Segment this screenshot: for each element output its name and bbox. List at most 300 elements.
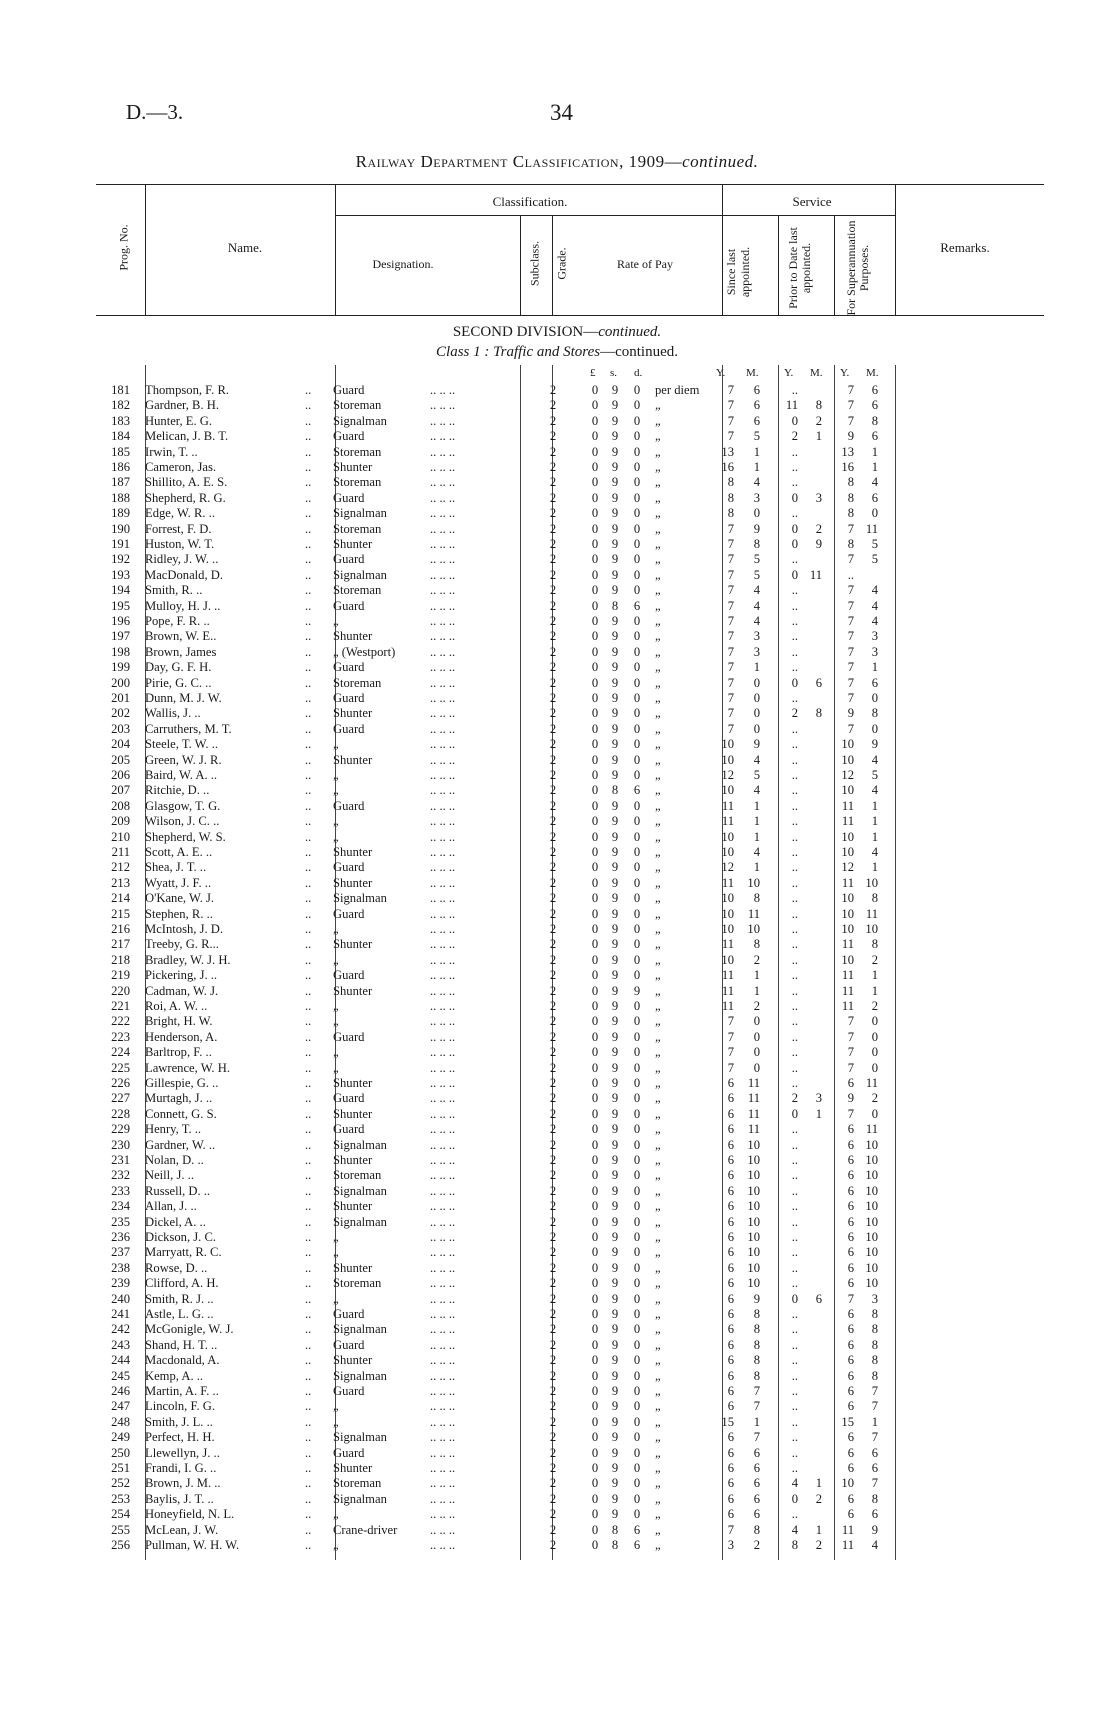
prog-no: 182 [111, 398, 130, 413]
leader-dots: .. .. .. [430, 1183, 456, 1198]
employee-name: Kemp, A. .. [145, 1368, 204, 1383]
pay-pounds: 0 [591, 1091, 599, 1106]
prior-years: .. [791, 1322, 798, 1337]
pay-pence: 0 [633, 1491, 641, 1506]
since-last-months: 9 [753, 521, 760, 536]
grade: 2 [549, 490, 557, 505]
employee-name: Mulloy, H. J. .. [145, 598, 221, 613]
leader-dots: .. [305, 537, 312, 551]
since-last-years: 7 [727, 1522, 734, 1537]
prior-years: .. [791, 583, 798, 598]
superannuation-months: 10 [865, 1153, 878, 1167]
since-last-years: 7 [727, 598, 734, 613]
leader-dots: .. .. .. [430, 1045, 456, 1060]
pay-pounds: 0 [591, 1322, 599, 1337]
grade: 2 [549, 1245, 557, 1260]
grade: 2 [549, 721, 557, 736]
superannuation-months: 8 [871, 413, 878, 428]
pay-shillings: 9 [611, 1491, 619, 1506]
prog-no: 253 [111, 1491, 130, 1506]
pay-pence: 0 [633, 1430, 641, 1445]
grade: 2 [549, 460, 557, 474]
designation: „ [333, 1060, 339, 1075]
prog-no: 196 [111, 614, 130, 628]
table-row [0, 984, 1114, 999]
superannuation-months: 3 [871, 629, 878, 644]
pay-shillings: 9 [611, 675, 619, 690]
grade: 2 [549, 1214, 557, 1229]
designation: Storeman [333, 1476, 382, 1491]
since-last-years: 7 [727, 398, 734, 413]
prog-no: 184 [111, 429, 130, 444]
grade: 2 [549, 598, 557, 613]
designation: Storeman [333, 398, 382, 413]
leader-dots: .. .. .. [430, 1399, 456, 1414]
prog-no: 240 [111, 1291, 130, 1306]
leader-dots: .. [305, 1522, 312, 1537]
pay-period: „ [655, 737, 661, 752]
leader-dots: .. [305, 1260, 312, 1275]
prior-years: .. [791, 1199, 798, 1214]
designation: Signalman [333, 1368, 387, 1383]
superannuation-years: 6 [847, 1445, 854, 1460]
superannuation-months: 6 [871, 1507, 878, 1522]
prior-years: .. [791, 691, 798, 705]
pay-shillings: 9 [611, 552, 619, 567]
pay-pounds: 0 [591, 537, 599, 551]
table-row [0, 768, 1114, 783]
leader-dots: .. [305, 1029, 312, 1044]
pay-pence: 0 [633, 506, 641, 521]
designation: „ [333, 768, 339, 782]
since-last-years: 6 [727, 1399, 734, 1414]
superannuation-months: 11 [865, 906, 878, 921]
table-row [0, 1184, 1114, 1199]
leader-dots: .. .. .. [430, 398, 456, 413]
pay-pence: 0 [633, 1445, 641, 1460]
leader-dots: .. [305, 783, 312, 798]
superannuation-years: 6 [847, 1384, 854, 1398]
leader-dots: .. .. .. [430, 691, 456, 705]
pay-pounds: 0 [591, 1076, 599, 1090]
superannuation-years: 10 [841, 829, 854, 844]
designation: Guard [333, 721, 365, 736]
designation: Guard [333, 1307, 365, 1321]
pay-pence: 0 [633, 1337, 641, 1352]
leader-dots: .. .. .. [430, 413, 456, 428]
since-last-years: 6 [727, 1337, 734, 1352]
prog-no: 187 [111, 475, 130, 490]
leader-dots: .. [305, 1399, 312, 1414]
pay-shillings: 9 [611, 1291, 619, 1306]
table-row [0, 506, 1114, 521]
designation: Guard [333, 598, 365, 613]
pay-shillings: 9 [611, 614, 619, 628]
pay-pence: 0 [633, 1507, 641, 1522]
pay-shillings: 9 [611, 444, 619, 459]
since-last-months: 0 [753, 506, 760, 521]
since-last-years: 6 [727, 1168, 734, 1183]
leader-dots: .. [305, 798, 312, 813]
leader-dots: .. [305, 1476, 312, 1491]
grade: 2 [549, 1445, 557, 1460]
pay-pence: 0 [633, 721, 641, 736]
employee-name: Scott, A. E. .. [145, 845, 213, 859]
superannuation-months: 10 [865, 1245, 878, 1260]
since-last-months: 9 [753, 1291, 760, 1306]
class-prefix: Class 1 : [436, 344, 494, 360]
leader-dots: .. [305, 413, 312, 428]
pay-pence: 0 [633, 1353, 641, 1368]
since-last-years: 12 [721, 860, 734, 875]
leader-dots: .. [305, 721, 312, 736]
table-row [0, 1384, 1114, 1399]
leader-dots: .. .. .. [430, 1522, 456, 1537]
since-last-years: 10 [721, 952, 734, 967]
pay-pence: 0 [633, 567, 641, 582]
pay-shillings: 9 [611, 1076, 619, 1090]
pay-pence: 6 [633, 1538, 641, 1552]
table-row [0, 706, 1114, 721]
prior-years: 0 [791, 413, 798, 428]
table-row [0, 1322, 1114, 1337]
superannuation-months: 9 [871, 1522, 878, 1537]
pay-period: „ [655, 1168, 661, 1183]
prog-no: 193 [111, 567, 130, 582]
table-row [0, 1138, 1114, 1153]
prior-years: 0 [791, 675, 798, 690]
designation: Shunter [333, 706, 373, 721]
superannuation-months: 0 [871, 691, 878, 705]
since-last-years: 7 [727, 537, 734, 551]
document-reference: D.—3. [126, 100, 184, 124]
since-last-months: 1 [753, 444, 760, 459]
pay-period: „ [655, 1153, 661, 1167]
leader-dots: .. .. .. [430, 583, 456, 598]
pay-pounds: 0 [591, 521, 599, 536]
employee-name: Russell, D. .. [145, 1183, 211, 1198]
since-last-months: 6 [753, 1445, 760, 1460]
since-last-years: 11 [721, 999, 734, 1013]
grade: 2 [549, 1368, 557, 1383]
employee-name: McGonigle, W. J. [145, 1322, 234, 1337]
prior-years: .. [791, 614, 798, 628]
since-last-months: 0 [753, 691, 760, 705]
pay-pounds: 0 [591, 814, 599, 829]
pay-period: „ [655, 1091, 661, 1106]
table-row [0, 907, 1114, 922]
pay-period: „ [655, 1307, 661, 1321]
leader-dots: .. .. .. [430, 875, 456, 890]
superannuation-months: 8 [871, 1307, 878, 1321]
pay-pence: 0 [633, 614, 641, 628]
superannuation-years: 7 [847, 1045, 854, 1060]
leader-dots: .. [305, 1491, 312, 1506]
leader-dots: .. .. .. [430, 383, 456, 397]
pay-shillings: 9 [611, 1153, 619, 1167]
leader-dots: .. .. .. [430, 1353, 456, 1368]
pay-period: „ [655, 1260, 661, 1275]
prior-years: .. [791, 460, 798, 474]
leader-dots: .. [305, 1337, 312, 1352]
superannuation-months: 10 [865, 1199, 878, 1214]
pay-pence: 0 [633, 383, 641, 397]
employee-name: Lawrence, W. H. [145, 1060, 230, 1075]
prog-no: 252 [111, 1476, 130, 1491]
prior-years: .. [791, 1399, 798, 1414]
superannuation-months: 6 [871, 490, 878, 505]
designation: Shunter [333, 937, 373, 952]
superannuation-years: 6 [847, 1507, 854, 1522]
table-row [0, 937, 1114, 952]
pay-shillings: 9 [611, 721, 619, 736]
leader-dots: .. .. .. [430, 983, 456, 998]
table-row [0, 1261, 1114, 1276]
employee-name: Macdonald, A. [145, 1353, 220, 1368]
pay-period: „ [655, 829, 661, 844]
prog-no: 211 [111, 845, 130, 859]
header-prog-no: Prog. No. [116, 224, 131, 271]
designation: Signalman [333, 413, 387, 428]
prog-no: 189 [111, 506, 130, 521]
pay-shillings: 9 [611, 1060, 619, 1075]
grade: 2 [549, 768, 557, 782]
pay-pence: 0 [633, 814, 641, 829]
employee-name: Melican, J. B. T. [145, 429, 229, 444]
table-row [0, 1415, 1114, 1430]
superannuation-months: 10 [865, 922, 878, 936]
designation: „ [333, 1399, 339, 1414]
leader-dots: .. [305, 1276, 312, 1291]
leader-dots: .. [305, 429, 312, 444]
pay-shillings: 9 [611, 1368, 619, 1383]
unit-months: M. [746, 367, 759, 379]
pay-shillings: 9 [611, 968, 619, 983]
since-last-months: 4 [753, 583, 760, 598]
superannuation-years: 7 [847, 721, 854, 736]
pay-pence: 0 [633, 1091, 641, 1106]
since-last-months: 10 [747, 1245, 760, 1260]
pay-period: „ [655, 1199, 661, 1214]
pay-pence: 0 [633, 845, 641, 859]
since-last-months: 11 [747, 1106, 760, 1121]
pay-pence: 0 [633, 1384, 641, 1398]
pay-pence: 0 [633, 1399, 641, 1414]
designation: „ (Westport) [333, 644, 396, 659]
since-last-years: 6 [727, 1106, 734, 1121]
pay-pounds: 0 [591, 1368, 599, 1383]
employee-name: Dickson, J. C. [145, 1230, 217, 1244]
pay-pence: 0 [633, 706, 641, 721]
header-col-divider [834, 215, 835, 315]
grade: 2 [549, 1307, 557, 1321]
since-last-years: 16 [721, 460, 734, 474]
table-row [0, 1276, 1114, 1291]
leader-dots: .. .. .. [430, 891, 456, 906]
employee-name: Gardner, B. H. [145, 398, 219, 413]
prior-years: .. [791, 444, 798, 459]
since-last-years: 6 [727, 1214, 734, 1229]
pay-shillings: 9 [611, 1260, 619, 1275]
pay-period: „ [655, 1122, 661, 1137]
prog-no: 231 [111, 1153, 130, 1167]
header-superannuation: For Superannuation Purposes. [844, 220, 871, 316]
prior-years: .. [791, 891, 798, 906]
grade: 2 [549, 1260, 557, 1275]
prog-no: 235 [111, 1214, 130, 1229]
pay-period: „ [655, 1538, 661, 1552]
grade: 2 [549, 1337, 557, 1352]
table-row [0, 876, 1114, 891]
grade: 2 [549, 1353, 557, 1368]
grade: 2 [549, 1414, 557, 1429]
superannuation-months: 1 [871, 660, 878, 675]
table-row [0, 414, 1114, 429]
prior-years: .. [791, 644, 798, 659]
since-last-years: 10 [721, 891, 734, 906]
pay-pounds: 0 [591, 798, 599, 813]
designation: Signalman [333, 1430, 387, 1445]
employee-name: McLean, J. W. [145, 1522, 219, 1537]
designation: „ [333, 1291, 339, 1306]
superannuation-months: 1 [871, 1414, 878, 1429]
pay-shillings: 9 [611, 737, 619, 752]
prog-no: 243 [111, 1337, 130, 1352]
prior-years: .. [791, 860, 798, 875]
pay-shillings: 9 [611, 629, 619, 644]
superannuation-months: 6 [871, 675, 878, 690]
superannuation-months: 2 [871, 999, 878, 1013]
prior-months: 1 [815, 1522, 822, 1537]
superannuation-months: 8 [871, 706, 878, 721]
superannuation-years: 6 [847, 1368, 854, 1383]
pay-period: „ [655, 952, 661, 967]
employee-name: Green, W. J. R. [145, 752, 222, 767]
employee-name: Pirie, G. C. .. [145, 675, 212, 690]
leader-dots: .. [305, 660, 312, 675]
superannuation-years: 6 [847, 1137, 854, 1152]
pay-pence: 0 [633, 798, 641, 813]
leader-dots: .. .. .. [430, 999, 456, 1013]
superannuation-years: 15 [841, 1414, 854, 1429]
pay-pounds: 0 [591, 922, 599, 936]
prior-years: .. [791, 1507, 798, 1522]
since-last-years: 8 [727, 506, 734, 521]
leader-dots: .. [305, 891, 312, 906]
since-last-years: 7 [727, 552, 734, 567]
pay-period: „ [655, 968, 661, 983]
leader-dots: .. .. .. [430, 460, 456, 474]
designation: „ [333, 999, 339, 1013]
leader-dots: .. [305, 952, 312, 967]
superannuation-years: 6 [847, 1276, 854, 1291]
leader-dots: .. [305, 1507, 312, 1522]
superannuation-years: 6 [847, 1461, 854, 1475]
pay-pounds: 0 [591, 598, 599, 613]
leader-dots: .. [305, 614, 312, 628]
class-name: Traffic and Stores [493, 344, 601, 360]
pay-period: „ [655, 1322, 661, 1337]
pay-period: „ [655, 629, 661, 644]
designation: Storeman [333, 1168, 382, 1183]
pay-shillings: 9 [611, 1014, 619, 1029]
grade: 2 [549, 922, 557, 936]
since-last-months: 0 [753, 721, 760, 736]
prog-no: 212 [111, 860, 130, 875]
superannuation-months: 8 [871, 1322, 878, 1337]
superannuation-years: 10 [841, 952, 854, 967]
designation: „ [333, 814, 339, 829]
grade: 2 [549, 1384, 557, 1398]
prior-months: 1 [815, 1476, 822, 1491]
grade: 2 [549, 1430, 557, 1445]
pay-pounds: 0 [591, 1199, 599, 1214]
prog-no: 207 [111, 783, 130, 798]
superannuation-years: 10 [841, 737, 854, 752]
pay-period: „ [655, 937, 661, 952]
header-top-rule [96, 184, 1044, 185]
pay-shillings: 9 [611, 814, 619, 829]
leader-dots: .. .. .. [430, 952, 456, 967]
employee-name: MacDonald, D. [145, 567, 223, 582]
leader-dots: .. .. .. [430, 798, 456, 813]
division-main: SECOND DIVISION— [452, 324, 599, 340]
table-row [0, 953, 1114, 968]
page-title [0, 152, 1114, 172]
prior-years: .. [791, 1384, 798, 1398]
designation: Shunter [333, 629, 373, 644]
designation: „ [333, 737, 339, 752]
leader-dots: .. [305, 1060, 312, 1075]
prog-no: 226 [111, 1076, 130, 1090]
leader-dots: .. .. .. [430, 1076, 456, 1090]
table-row [0, 814, 1114, 829]
prior-years: .. [791, 1276, 798, 1291]
since-last-years: 6 [727, 1476, 734, 1491]
prior-months: 9 [815, 537, 822, 551]
leader-dots: .. .. .. [430, 814, 456, 829]
pay-pounds: 0 [591, 1153, 599, 1167]
table-row [0, 783, 1114, 798]
pay-shillings: 9 [611, 1245, 619, 1260]
superannuation-years: 7 [847, 1291, 854, 1306]
table-row [0, 799, 1114, 814]
pay-pence: 0 [633, 1060, 641, 1075]
pay-period: „ [655, 1245, 661, 1260]
grade: 2 [549, 521, 557, 536]
since-last-months: 0 [753, 1060, 760, 1075]
pay-pence: 0 [633, 1276, 641, 1291]
pay-shillings: 8 [611, 783, 619, 798]
pay-pounds: 0 [591, 567, 599, 582]
pay-period: „ [655, 752, 661, 767]
prog-no: 233 [111, 1183, 130, 1198]
leader-dots: .. .. .. [430, 1199, 456, 1214]
pay-pence: 0 [633, 398, 641, 413]
prog-no: 209 [111, 814, 130, 829]
grade: 2 [549, 413, 557, 428]
prior-months: 3 [815, 490, 822, 505]
pay-period: „ [655, 691, 661, 705]
leader-dots: .. [305, 1461, 312, 1475]
grade: 2 [549, 675, 557, 690]
employee-name: Shea, J. T. .. [145, 860, 207, 875]
leader-dots: .. .. .. [430, 1538, 456, 1552]
superannuation-months: 3 [871, 644, 878, 659]
designation: „ [333, 1014, 339, 1029]
grade: 2 [549, 1199, 557, 1214]
superannuation-months: 7 [871, 1430, 878, 1445]
